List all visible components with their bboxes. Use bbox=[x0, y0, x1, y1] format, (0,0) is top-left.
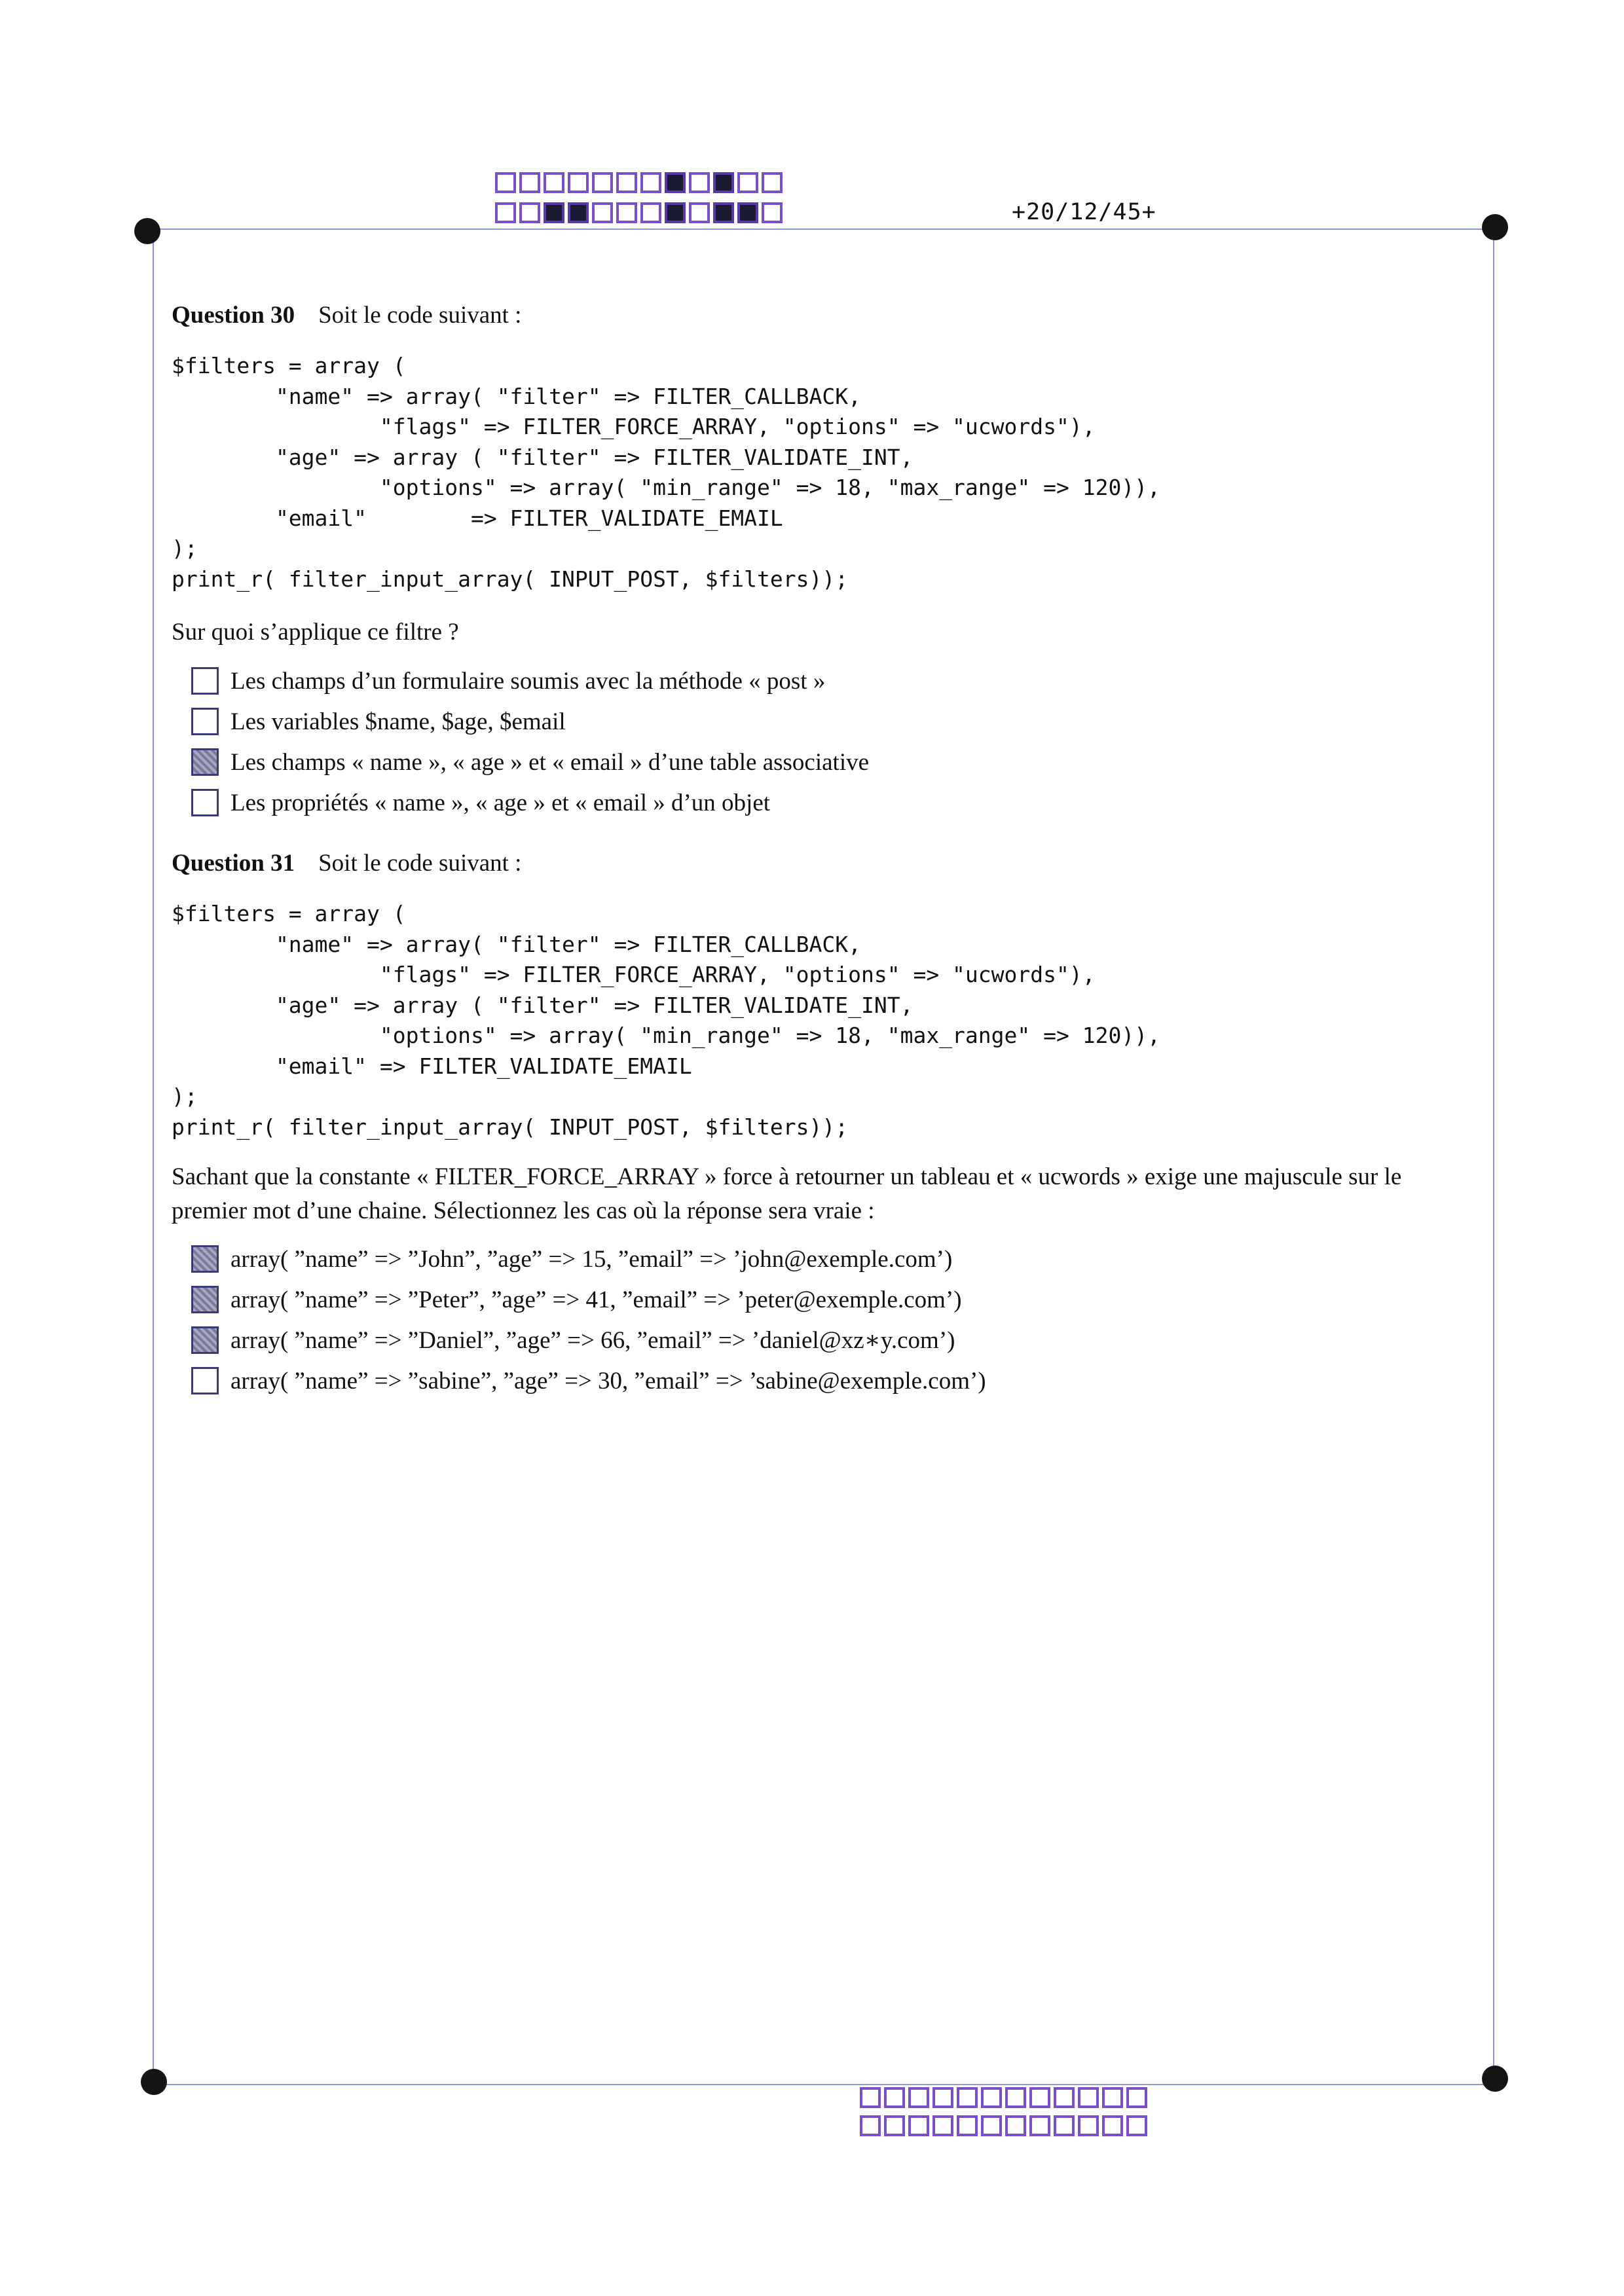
question-30-intro: Soit le code suivant : bbox=[318, 302, 522, 329]
id-bar-cell bbox=[689, 172, 710, 193]
id-bar-cell bbox=[640, 172, 661, 193]
id-bar-cell bbox=[665, 172, 686, 193]
question-30-title bbox=[172, 301, 521, 329]
id-bar-cell bbox=[568, 172, 589, 193]
id-bar-cell bbox=[713, 202, 734, 223]
answer-checkbox-checked[interactable] bbox=[191, 1245, 219, 1273]
id-bar-cell bbox=[495, 172, 516, 193]
question-30-label: Question 30 bbox=[172, 302, 295, 329]
id-bar-cell bbox=[932, 2115, 953, 2136]
id-bar-cell bbox=[932, 2087, 953, 2108]
id-bar-cell bbox=[1102, 2115, 1123, 2136]
sheet-id: +20/12/45+ bbox=[1012, 199, 1156, 225]
answer-text: Les propriétés « name », « age » et « email » d’un objet bbox=[231, 789, 771, 816]
id-bar-cell bbox=[1029, 2087, 1050, 2108]
id-bar-cell bbox=[713, 172, 734, 193]
id-bar-cell bbox=[957, 2087, 978, 2108]
id-bar-cell bbox=[640, 202, 661, 223]
answer-checkbox-checked[interactable] bbox=[191, 1326, 219, 1354]
answer-checkbox[interactable] bbox=[191, 708, 219, 735]
answer-option bbox=[191, 661, 869, 701]
id-bar-cell bbox=[665, 202, 686, 223]
frame-top-line bbox=[145, 228, 1494, 230]
id-bar-cell bbox=[616, 172, 637, 193]
id-bar-cell bbox=[860, 2115, 881, 2136]
question-30-code: $filters = array ( "name" => array( "filter" => FILTER_CALLBACK, "flags" => FILTER_FORCE_ARRAY, "options" => "ucwords"), "age" => array ( "filter" => FILTER_VALIDATE_INT, "options" => array( "min_range" => 18, "max_range" => 120)), "email" => FILTER_VALIDATE_EMAIL ); print_r( filter_input_array( INPUT_POST, $filters)); bbox=[172, 353, 1160, 592]
id-bar-cell bbox=[616, 202, 637, 223]
id-bar-top-row-2 bbox=[495, 202, 786, 223]
id-bar-cell bbox=[592, 202, 613, 223]
id-bar-bottom-row-2 bbox=[860, 2115, 1151, 2136]
id-bar-cell bbox=[981, 2087, 1002, 2108]
answer-option bbox=[191, 782, 869, 823]
id-bar-cell bbox=[1126, 2115, 1147, 2136]
frame-right-line bbox=[1493, 228, 1494, 2085]
id-bar-cell bbox=[762, 172, 783, 193]
answer-option bbox=[191, 1279, 986, 1320]
id-bar-cell bbox=[689, 202, 710, 223]
answer-text: Les champs « name », « age » et « email » d’une table associative bbox=[231, 748, 870, 776]
id-bar-cell bbox=[737, 202, 758, 223]
answer-option bbox=[191, 1320, 986, 1360]
question-31-answers bbox=[191, 1239, 986, 1401]
answer-option bbox=[191, 701, 869, 742]
question-30-prompt: Sur quoi s’applique ce filtre ? bbox=[172, 619, 459, 646]
answer-option bbox=[191, 1360, 986, 1401]
answer-checkbox[interactable] bbox=[191, 1367, 219, 1394]
frame-left-line bbox=[153, 228, 154, 2085]
corner-mark-top-left bbox=[134, 218, 160, 244]
id-bar-cell bbox=[1126, 2087, 1147, 2108]
id-bar-cell bbox=[908, 2115, 929, 2136]
answer-text: array( ”name” => ”Daniel”, ”age” => 66, ”email” => ’daniel@xz∗y.com’) bbox=[231, 1327, 955, 1354]
corner-mark-top-right bbox=[1482, 214, 1508, 240]
id-bar-cell bbox=[981, 2115, 1002, 2136]
answer-checkbox-checked[interactable] bbox=[191, 1286, 219, 1313]
id-bar-cell bbox=[762, 202, 783, 223]
id-bar-cell bbox=[737, 172, 758, 193]
question-31-label: Question 31 bbox=[172, 850, 295, 877]
answer-text: array( ”name” => ”sabine”, ”age” => 30, ”email” => ’sabine@exemple.com’) bbox=[231, 1367, 986, 1394]
answer-option bbox=[191, 1239, 986, 1279]
id-bar-cell bbox=[544, 172, 564, 193]
answer-text: array( ”name” => ”John”, ”age” => 15, ”email” => ’john@exemple.com’) bbox=[231, 1245, 953, 1273]
question-31-code: $filters = array ( "name" => array( "filter" => FILTER_CALLBACK, "flags" => FILTER_FORCE_ARRAY, "options" => "ucwords"), "age" => array ( "filter" => FILTER_VALIDATE_INT, "options" => array( "min_range" => 18, "max_range" => 120)), "email" => FILTER_VALIDATE_EMAIL ); print_r( filter_input_array( INPUT_POST, $filters)); bbox=[172, 901, 1160, 1140]
id-bar-cell bbox=[957, 2115, 978, 2136]
id-bar-cell bbox=[884, 2115, 905, 2136]
id-bar-cell bbox=[1054, 2087, 1075, 2108]
id-bar-cell bbox=[519, 172, 540, 193]
question-31-prompt: Sachant que la constante « FILTER_FORCE_ARRAY » force à retourner un tableau et « ucwords » exige une majuscule sur le premier mot d’une chaine. Sélectionnez les cas où la réponse sera vraie : bbox=[172, 1163, 1402, 1224]
answer-text: array( ”name” => ”Peter”, ”age” => 41, ”email” => ’peter@exemple.com’) bbox=[231, 1286, 962, 1313]
id-bar-cell bbox=[1078, 2115, 1099, 2136]
question-31-title bbox=[172, 849, 521, 877]
question-30-answers bbox=[191, 661, 869, 823]
id-bar-cell bbox=[1102, 2087, 1123, 2108]
answer-checkbox[interactable] bbox=[191, 667, 219, 695]
answer-text: Les variables $name, $age, $email bbox=[231, 708, 566, 735]
id-bar-cell bbox=[519, 202, 540, 223]
frame-bottom-line bbox=[153, 2084, 1500, 2085]
id-bar-cell bbox=[1029, 2115, 1050, 2136]
id-bar-cell bbox=[1005, 2087, 1026, 2108]
id-bar-cell bbox=[860, 2087, 881, 2108]
id-bar-cell bbox=[1005, 2115, 1026, 2136]
id-bar-cell bbox=[544, 202, 564, 223]
id-bar-top-row-1 bbox=[495, 172, 786, 193]
id-bar-cell bbox=[1054, 2115, 1075, 2136]
answer-checkbox[interactable] bbox=[191, 789, 219, 816]
corner-mark-bottom-left bbox=[141, 2069, 167, 2095]
id-bar-cell bbox=[592, 172, 613, 193]
id-bar-cell bbox=[908, 2087, 929, 2108]
answer-text: Les champs d’un formulaire soumis avec la méthode « post » bbox=[231, 667, 826, 695]
id-bar-cell bbox=[495, 202, 516, 223]
question-31-intro: Soit le code suivant : bbox=[318, 850, 522, 877]
corner-mark-bottom-right bbox=[1482, 2066, 1508, 2092]
id-bar-cell bbox=[884, 2087, 905, 2108]
id-bar-cell bbox=[568, 202, 589, 223]
answer-checkbox-checked[interactable] bbox=[191, 748, 219, 776]
id-bar-bottom-row-1 bbox=[860, 2087, 1151, 2108]
answer-option bbox=[191, 742, 869, 782]
id-bar-cell bbox=[1078, 2087, 1099, 2108]
